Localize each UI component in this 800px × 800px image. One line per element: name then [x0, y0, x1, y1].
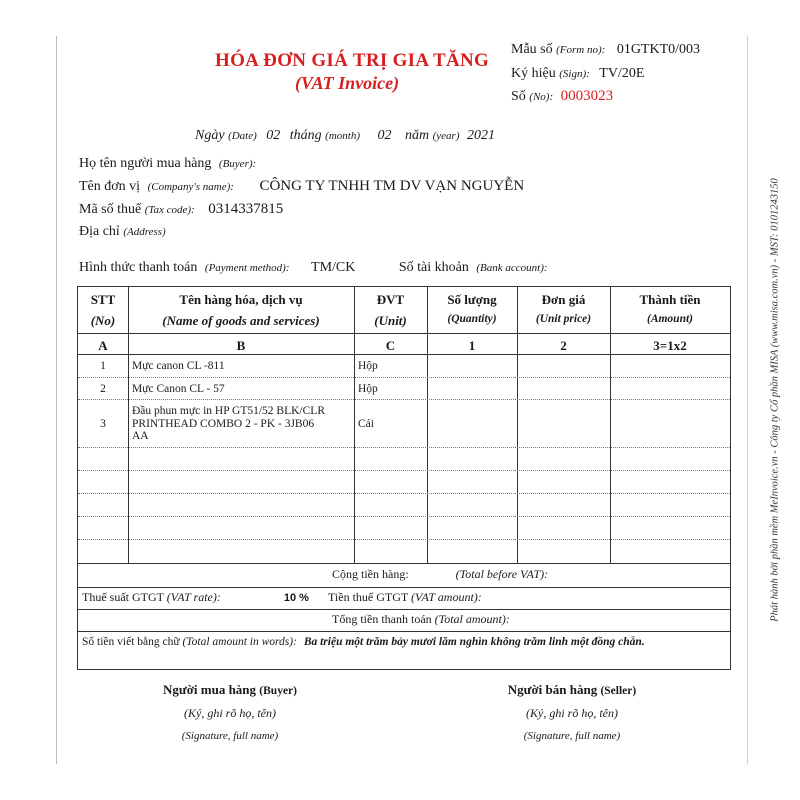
row-2-unit: Hộp: [358, 383, 378, 395]
seller-signature-block: Người bán hàng (Seller) (Ký, ghi rõ họ, tên) (Signature, full name): [507, 682, 637, 742]
total-row: Tổng tiền thanh toán (Total amount):: [332, 612, 510, 626]
row-2-name: Mực Canon CL - 57: [132, 383, 225, 395]
buyer-signature-block: Người mua hàng (Buyer) (Ký, ghi rõ họ, tên) (Signature, full name): [163, 682, 297, 742]
row-1-no: 1: [100, 360, 106, 372]
row-3-unit: Cái: [358, 418, 374, 430]
buyer-name-row: Họ tên người mua hàng (Buyer):: [79, 156, 257, 171]
sign-code: Ký hiệu (Sign): TV/20E: [511, 66, 645, 81]
row-3-no: 3: [100, 418, 106, 430]
header-quantity-en: (Quantity): [447, 313, 497, 325]
header-amount: Thành tiền: [639, 292, 701, 307]
header-stt-en: (No): [90, 313, 116, 328]
vat-amount-row: Tiền thuế GTGT (VAT amount):: [328, 590, 482, 604]
subtotal-row: Cộng tiền hàng: (Total before VAT):: [332, 567, 549, 581]
row-3-name: Đầu phun mực in HP GT51/52 BLK/CLR PRINTHEAD COMBO 2 - PK - 3JB06 AA: [132, 405, 325, 442]
form-number: Mẫu số (Form no): 01GTKT0/003: [511, 42, 701, 57]
payment-row: Hình thức thanh toán (Payment method): TM/CK Số tài khoản (Bank account):: [79, 260, 548, 275]
vat-rate-row: Thuế suất GTGT (VAT rate): 10 %: [82, 590, 309, 604]
code-1: 1: [468, 338, 476, 353]
header-name-en: (Name of goods and services): [162, 313, 320, 328]
code-c: C: [385, 338, 396, 353]
code-2: 2: [560, 338, 567, 353]
header-unit-en: (Unit): [374, 313, 407, 328]
row-1-name: Mực canon CL -811: [132, 360, 225, 372]
invoice-subtitle: (VAT Invoice): [295, 73, 400, 93]
tax-code-row: Mã số thuế (Tax code): 0314337815: [79, 201, 284, 217]
header-unit: ĐVT: [376, 292, 405, 307]
code-a: A: [98, 338, 108, 353]
code-3: 3=1x2: [653, 338, 687, 353]
header-name: Tên hàng hóa, dịch vụ: [179, 292, 303, 307]
company-row: Tên đơn vị (Company's name): CÔNG TY TNHH TM DV VẠN NGUYỄN: [79, 178, 525, 194]
header-stt: STT: [90, 292, 116, 307]
invoice-title: HÓA ĐƠN GIÁ TRỊ GIA TĂNG: [215, 50, 490, 71]
row-2-no: 2: [100, 383, 106, 395]
amount-in-words-row: Số tiền viết bằng chữ (Total amount in words): Ba triệu một trăm bảy mươi lăm nghìn không trăm linh một đồng chẵn.: [82, 636, 645, 648]
row-1-unit: Hộp: [358, 360, 378, 372]
header-amount-en: (Amount): [646, 313, 693, 325]
header-quantity: Số lượng: [447, 292, 497, 307]
invoice-date: Ngày (Date) 02 tháng (month) 02 năm (year) 2021: [195, 128, 495, 143]
invoice-number: Số (No): 0003023: [511, 88, 614, 104]
items-table: [77, 286, 731, 670]
side-publisher-note: Phát hành bởi phần mềm MeInvoice.vn - Công ty Cổ phần MISA (www.misa.com.vn) - MST: 0101243150: [769, 178, 781, 622]
header-unit-price: Đơn giá: [541, 292, 586, 307]
header-unit-price-en: (Unit price): [535, 313, 592, 325]
code-b: B: [236, 338, 246, 353]
address-row: Địa chỉ (Address): [79, 224, 166, 239]
